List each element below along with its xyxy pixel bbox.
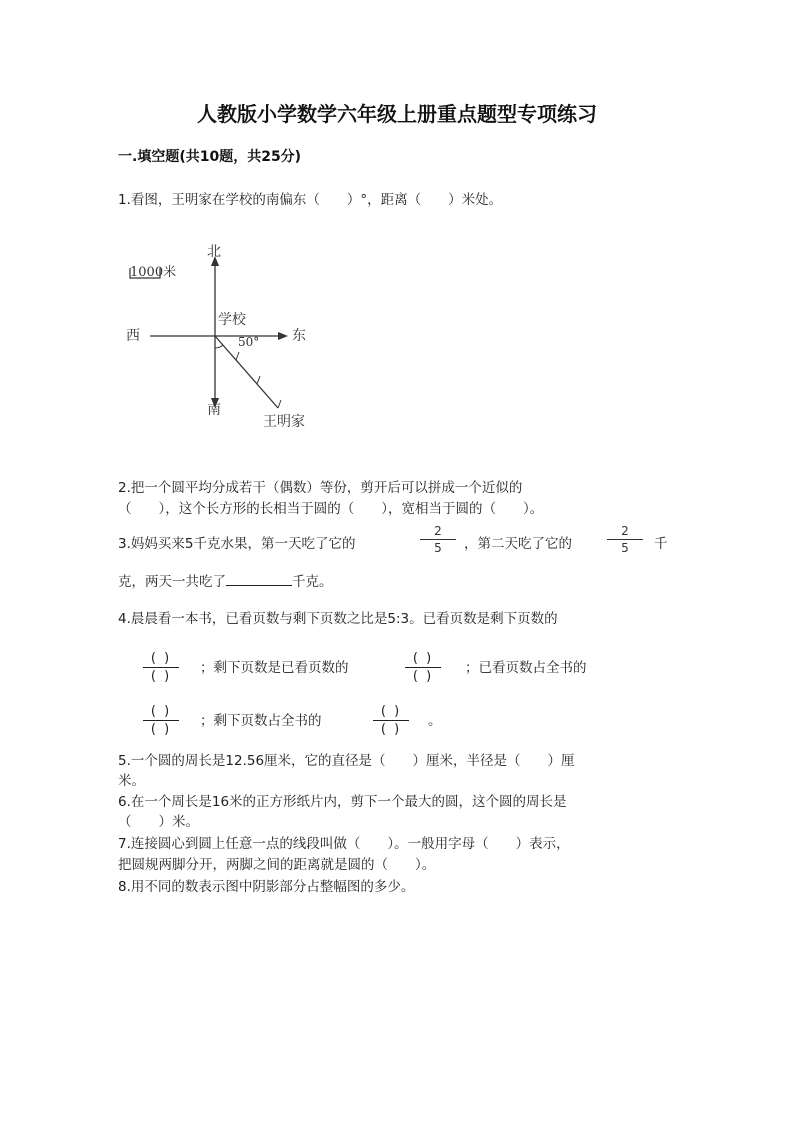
blank-fraction-2[interactable]: [405, 651, 441, 684]
question-3-text-a: 克，两天一共吃了: [118, 574, 226, 590]
section-heading: 一.填空题(共10题，共25分): [118, 149, 302, 165]
blank-denominator: ( ): [150, 669, 172, 684]
fraction-denominator: 5: [434, 541, 442, 555]
fraction-bar: [420, 539, 456, 540]
question-5-line-2: 米。: [118, 773, 145, 789]
fraction-bar: [143, 667, 179, 668]
fraction-bar: [405, 667, 441, 668]
blank-numerator: ( ): [412, 651, 434, 666]
fraction-numerator: 2: [434, 524, 442, 538]
home-label: 王明家: [263, 414, 305, 430]
page-title: 人教版小学数学六年级上册重点题型专项练习: [197, 102, 597, 126]
question-7-line-2: 把圆规两脚分开，两脚之间的距离就是圆的（ ）。: [118, 857, 436, 873]
angle-label: 50°: [238, 335, 260, 349]
blank-numerator: ( ): [150, 704, 172, 719]
question-3-part-2: ，第二天吃了它的: [464, 536, 572, 552]
question-3-line-2: [118, 570, 333, 590]
fraction-bar: [143, 720, 179, 721]
tick-2: [257, 376, 260, 384]
east-label: 东: [292, 328, 306, 344]
blank-numerator: ( ): [380, 704, 402, 719]
question-8: 8.用不同的数表示图中阴影部分占整幅图的多少。: [118, 879, 415, 895]
answer-blank[interactable]: [226, 573, 292, 586]
fraction-two-fifths-2: [607, 524, 643, 555]
question-4-text-1: ；剩下页数是已看页数的: [200, 660, 349, 676]
blank-numerator: ( ): [150, 651, 172, 666]
blank-fraction-3[interactable]: [143, 704, 179, 737]
question-6-line-1: 6.在一个周长是16米的正方形纸片内，剪下一个最大的圆，这个圆的周长是: [118, 794, 567, 810]
question-2-line-2: （ ），这个长方形的长相当于圆的（ ），宽相当于圆的（ ）。: [118, 501, 544, 517]
angle-arc: [215, 345, 223, 348]
question-4-text-4: 。: [428, 713, 442, 729]
question-3-text-b: 千克。: [292, 574, 333, 590]
question-7-line-1: 7.连接圆心到圆上任意一点的线段叫做（ ）。一般用字母（ ）表示，: [118, 836, 570, 852]
school-label: 学校: [218, 312, 246, 328]
blank-denominator: ( ): [380, 722, 402, 737]
question-2-line-1: 2.把一个圆平均分成若干（偶数）等份，剪开后可以拼成一个近似的: [118, 480, 523, 496]
question-3-part-3: 千: [654, 536, 668, 552]
fraction-numerator: 2: [621, 524, 629, 538]
blank-fraction-4[interactable]: [373, 704, 409, 737]
tick-3: [278, 400, 281, 408]
question-6-line-2: （ ）米。: [118, 814, 199, 830]
fraction-denominator: 5: [621, 541, 629, 555]
blank-denominator: ( ): [412, 669, 434, 684]
direction-diagram: [118, 236, 338, 436]
question-4-text-3: ；剩下页数占全书的: [200, 713, 322, 729]
scale-label: 1000米: [130, 265, 177, 280]
tick-1: [236, 352, 239, 360]
fraction-bar: [373, 720, 409, 721]
south-label: 南: [207, 402, 221, 418]
question-1: 1.看图，王明家在学校的南偏东（ ）°，距离（ ）米处。: [118, 192, 503, 208]
question-4-text-2: ；已看页数占全书的: [465, 660, 587, 676]
blank-fraction-1[interactable]: [143, 651, 179, 684]
question-4-line-1: 4.晨晨看一本书，已看页数与剩下页数之比是5:3。已看页数是剩下页数的: [118, 611, 558, 627]
north-label: 北: [207, 244, 221, 260]
west-label: 西: [126, 328, 140, 344]
question-5-line-1: 5.一个圆的周长是12.56厘米，它的直径是（ ）厘米，半径是（ ）厘: [118, 753, 575, 769]
fraction-bar: [607, 539, 643, 540]
fraction-two-fifths-1: [420, 524, 456, 555]
blank-denominator: ( ): [150, 722, 172, 737]
question-3-part-1: 3.妈妈买来5千克水果，第一天吃了它的: [118, 536, 356, 552]
east-arrowhead: [278, 332, 288, 340]
